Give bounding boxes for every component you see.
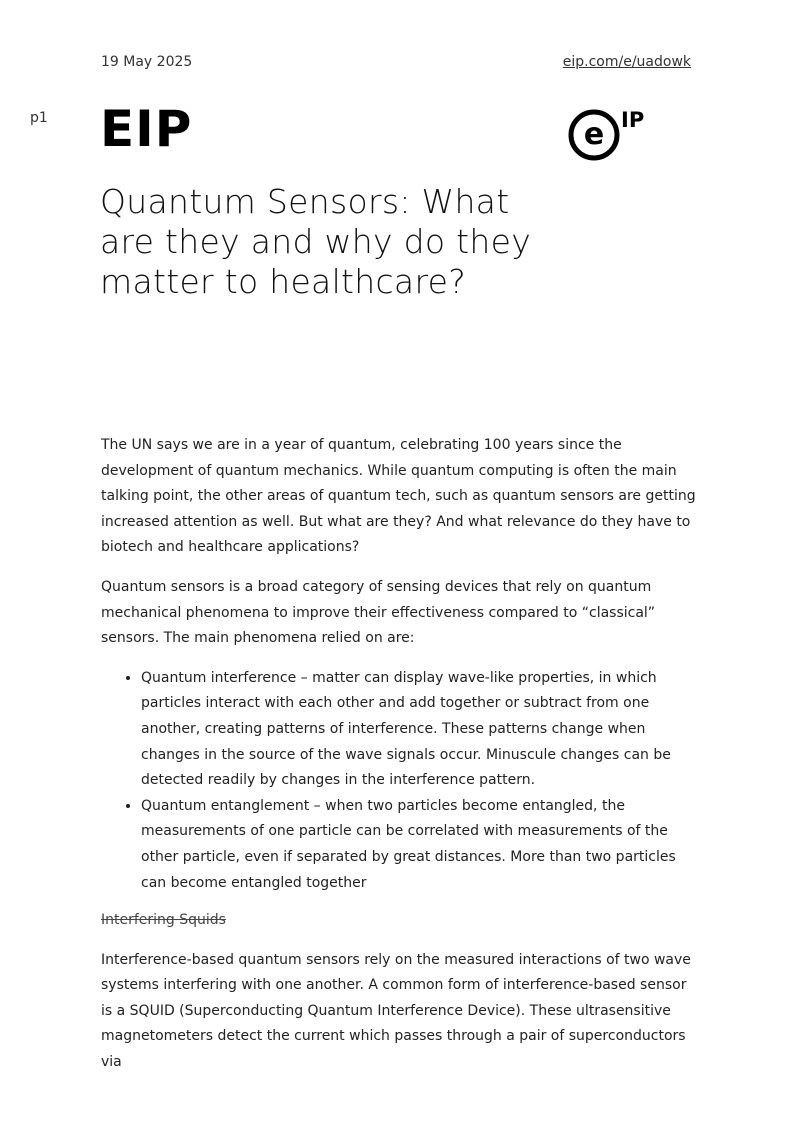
brand-wordmark: EIP [100, 100, 193, 158]
logo-text: IP [621, 108, 645, 132]
definition-paragraph: Quantum sensors is a broad category of sensing devices that rely on quantum mechanical phenomena to improve their effectiveness compared to “classical” sensors. The main phenomena relied on are: [101, 578, 656, 647]
squid-paragraph: Interference-based quantum sensors rely on the measured interactions of two wave systems interfering with one another. A common form of interference-based sensor is a SQUID (Superconducting Quantum Interference Device). These ultrasensitive magnetometers detect the current which passes through a pair of superconductors via [101, 951, 691, 1071]
intro-paragraph: The UN says we are in a year of quantum, celebrating 100 years since the development of quantum mechanics. While quantum computing is often the main talking point, the other areas of quantum tech, such as quantum sensors are getting increased attention as well. But what are they? And what relevance do they have to biotech and healthcare applications? [101, 437, 696, 556]
section-subheading: Interfering Squids [101, 912, 226, 929]
article-title: Quantum Sensors: What are they and why do they matter to healthcare? [100, 182, 532, 301]
article-link[interactable]: eip.com/e/uadowk [562, 54, 691, 70]
list-item: • Quantum entanglement – when two particles become entangled, the measurements of one particle can be correlated with measurements of the other particle, even if separated by great distances. More than two particles can become entangled together [141, 794, 696, 896]
article-body [101, 433, 696, 1090]
phenomena-list [101, 666, 696, 896]
eip-logo-icon [567, 106, 651, 164]
list-item: • Quantum interference – matter can display wave-like properties, in which particles interact with each other and add together or subtract from one another, creating patterns of interference. These patterns change when changes in the source of the wave signals occur. Minuscule changes can be detected readily by changes in the interference pattern. [141, 666, 696, 794]
page-number: p1 [30, 110, 48, 126]
svg-text:e: e [583, 117, 605, 152]
publish-date: 19 May 2025 [101, 54, 193, 70]
